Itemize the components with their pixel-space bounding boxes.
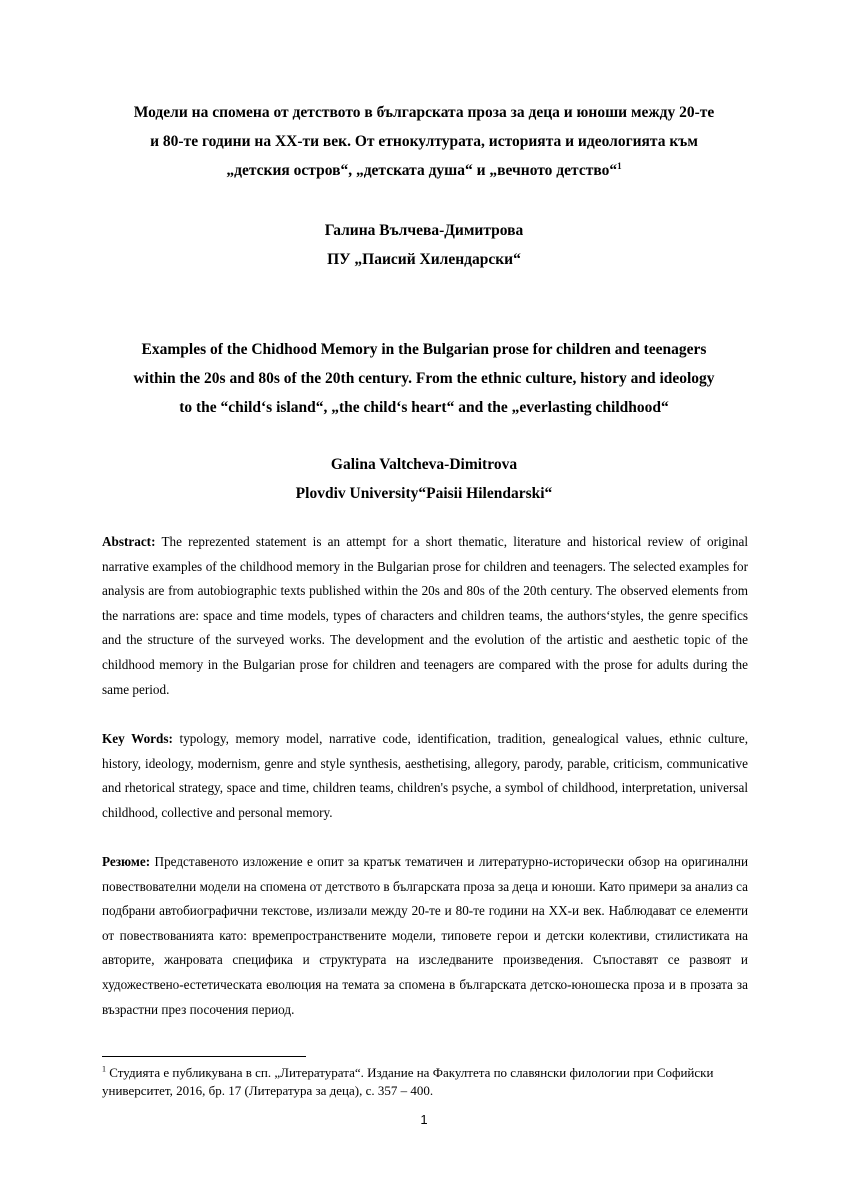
title-english <box>90 335 758 422</box>
page-number: 1 <box>420 1112 428 1127</box>
footnote-separator <box>102 1056 306 1057</box>
footnote-text: Студията е публикувана в сп. „Литературата“. Издание на Факултета по славянски филологии при Софийски университет, 2016, бр. 17 (Литература за деца), с. 357 – 400. <box>102 1065 714 1098</box>
title-en-line-1: Examples of the Chidhood Memory in the Bulgarian prose for children and teenagers <box>141 341 707 358</box>
abstract-label: Abstract: <box>102 534 156 549</box>
keywords-paragraph <box>102 727 748 825</box>
author-name-en: Galina Valtcheva-Dimitrova <box>330 456 518 473</box>
footnote-reference[interactable]: 1 <box>617 160 622 171</box>
author-affiliation-en: Plovdiv University“Paisii Hilendarski“ <box>295 485 553 502</box>
abstract-text: The reprezented statement is an attempt for a short thematic, literature and historical review of original narrative examples of the childhood memory in the Bulgarian prose for children and teenagers. The selected examples for analysis are from autobiographic texts published within the 20s and 80s of the 20th century. The observed elements from the narrations are: space and time models, types of characters and children teams, the authors‘styles, the genre specifics and the structure of the surveyed works. The development and the evolution of the artistic and aesthetic topic of the childhood memory in the Bulgarian prose for children and teenagers are compared with the prose for adults during the same period. <box>102 534 748 697</box>
author-name-bg: Галина Вълчева-Димитрова <box>324 222 524 239</box>
title-bg-line-1: Модели на спомена от детството в българската проза за деца и юноши между 20-те <box>133 104 715 121</box>
title-bulgarian <box>90 98 758 185</box>
author-block-english <box>90 450 758 508</box>
resume-label: Резюме: <box>102 854 151 869</box>
resume-text: Представеното изложение е опит за кратък тематичен и литературно-исторически обзор на оригинални повествователни модели на спомена от детството в българската проза за деца и юноши. Като примери за анализ са подбрани автобиографични текстове, излизали между 20-те и 80-те години на XX-и век. Наблюдават се елементи от повествованията като: времепространствените модели, типовете герои и детски колективи, стилистиката на авторите, жанровата специфика и структурата на изследваните произведения. Съпоставят се развоят и художествено-естетическата еволюция на темата за спомена в българската детско-юношеска проза и в прозата за възрастни през посочения период. <box>102 854 748 1017</box>
title-en-line-3: to the “child‘s island“, „the child‘s heart“ and the „everlasting childhood“ <box>179 399 669 416</box>
title-bg-line-3-text: „детския остров“, „детската душа“ и „вечното детство“ <box>226 162 618 179</box>
keywords-label: Key Words: <box>102 731 173 746</box>
footnote-number: 1 <box>102 1064 106 1074</box>
title-bg-line-2: и 80-те години на XX-ти век. От етнокултурата, историята и идеологията към <box>150 133 698 150</box>
title-bg-line-3 <box>90 156 758 185</box>
footnote <box>102 1064 748 1100</box>
author-block-bulgarian <box>90 216 758 274</box>
title-en-line-2: within the 20s and 80s of the 20th century. From the ethnic culture, history and ideology <box>133 370 715 387</box>
keywords-text: typology, memory model, narrative code, identification, tradition, genealogical values, ethnic culture, history, ideology, modernism, genre and style synthesis, aesthetising, allegory, parody, parable, criticism, communicative and rhetorical strategy, space and time, children teams, children's psyche, a symbol of childhood, interpretation, universal childhood, collective and personal memory. <box>102 731 748 820</box>
author-affiliation-bg: ПУ „Паисий Хилендарски“ <box>327 251 521 268</box>
resume-paragraph <box>102 850 748 1022</box>
abstract-paragraph <box>102 530 748 702</box>
